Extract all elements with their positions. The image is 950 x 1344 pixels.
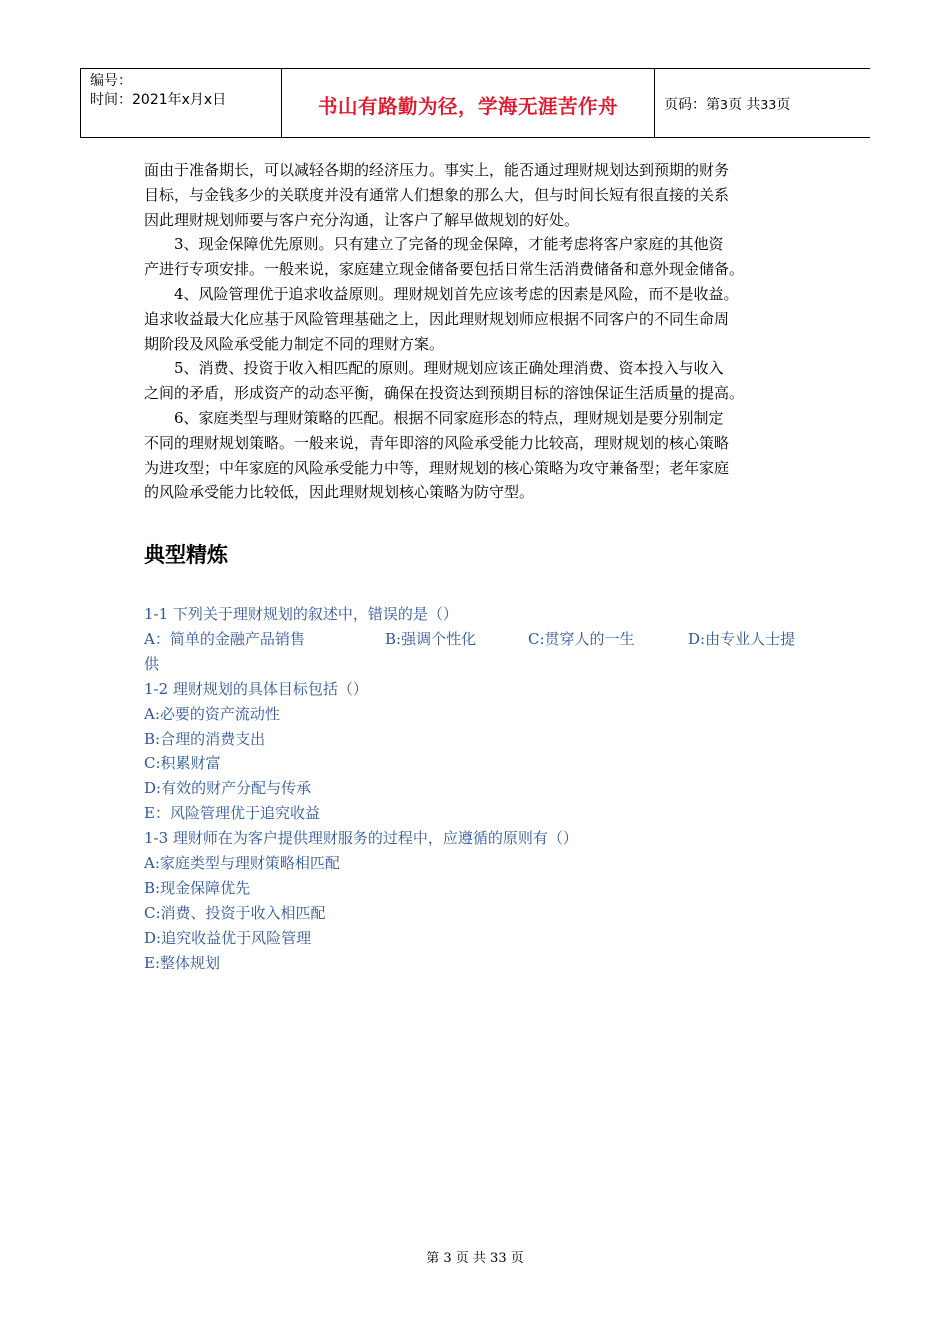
doc-code: 编号： [90, 73, 132, 89]
option-c: C:消费、投资于收入相匹配 [144, 903, 326, 922]
option-e: E:整体规划 [144, 953, 221, 972]
header-page-info [664, 94, 790, 114]
quiz-block [144, 602, 816, 976]
body-line: 之间的矛盾，形成资产的动态平衡，确保在投资达到预期目标的溶蚀保证生活质量的提高。 [144, 384, 745, 403]
page-total: 33 [760, 97, 777, 112]
option-a: A:必要的资产流动性 [144, 704, 280, 723]
body-line: 4、风险管理优于追求收益原则。理财规划首先应该考虑的因素是风险，而不是收益。 [174, 284, 739, 303]
option-d: D:有效的财产分配与传承 [144, 779, 312, 798]
header-divider [654, 69, 655, 137]
option-e: E：风险管理优于追究收益 [144, 804, 320, 823]
page-label: 页码：第 [664, 97, 720, 113]
page-footer: 第 3 页 共 33 页 [426, 1251, 524, 1266]
option-b: B:合理的消费支出 [144, 729, 266, 748]
page-mid: 页 共 [727, 97, 761, 113]
option-b: B:现金保障优先 [144, 878, 251, 897]
question-1: 1-1 下列关于理财规划的叙述中，错误的是（） [144, 605, 458, 623]
question-2: 1-2 理财规划的具体目标包括（） [144, 679, 368, 698]
option-c: C:积累财富 [144, 754, 221, 773]
body-line: 期阶段及风险承受能力制定不同的理财方案。 [144, 334, 445, 353]
body-line: 目标，与金钱多少的关联度并没有通常人们想象的那么大，但与时间长短有很直接的关系 [144, 185, 730, 204]
body-line: 不同的理财规划策略。一般来说，青年即溶的风险承受能力比较高，理财规划的核心策略 [144, 433, 730, 452]
header-motto: 书山有路勤为径，学海无涯苦作舟 [317, 95, 618, 118]
body-line: 为进攻型；中年家庭的风险承受能力中等，理财规划的核心策略为攻守兼备型；老年家庭 [144, 458, 730, 477]
option-d-continued: 供 [144, 654, 160, 673]
option-b: B:强调个性化 [385, 629, 477, 648]
doc-time: 时间：2021年x月x日 [90, 92, 227, 108]
option-c: C:贯穿人的一生 [528, 629, 635, 648]
body-line: 追求收益最大化应基于风险管理基础之上，因此理财规划师应根据不同客户的不同生命周 [144, 309, 730, 328]
body-line: 产进行专项安排。一般来说，家庭建立现金储备要包括日常生活消费储备和意外现金储备。 [144, 260, 745, 279]
option-a: A:家庭类型与理财策略相匹配 [144, 854, 340, 873]
body-line: 3、现金保障优先原则。只有建立了完备的现金保障，才能考虑将客户家庭的其他资 [174, 235, 724, 254]
header-divider [80, 69, 81, 137]
page-number: 3 [720, 97, 728, 112]
body-line: 5、消费、投资于收入相匹配的原则。理财规划应该正确处理消费、资本投入与收入 [174, 359, 724, 378]
header-meta [90, 72, 226, 110]
question-1-options [144, 627, 816, 652]
page-header [80, 68, 870, 138]
question-3: 1-3 理财师在为客户提供理财服务的过程中，应遵循的原则有（） [144, 829, 578, 848]
body-line: 6、家庭类型与理财策略的匹配。根据不同家庭形态的特点，理财规划是要分别制定 [174, 408, 724, 427]
option-d: D:追究收益优于风险管理 [144, 928, 312, 947]
page-end: 页 [776, 97, 791, 113]
section-title: 典型精炼 [144, 543, 228, 567]
body-text [144, 158, 816, 505]
option-d: D:由专业人士提 [688, 629, 796, 648]
body-line: 的风险承受能力比较低，因此理财规划核心策略为防守型。 [144, 483, 535, 502]
body-line: 面由于准备期长，可以减轻各期的经济压力。事实上，能否通过理财规划达到预期的财务 [144, 161, 730, 179]
option-a: A：简单的金融产品销售 [144, 629, 305, 648]
body-line: 因此理财规划师要与客户充分沟通，让客户了解早做规划的好处。 [144, 210, 580, 229]
